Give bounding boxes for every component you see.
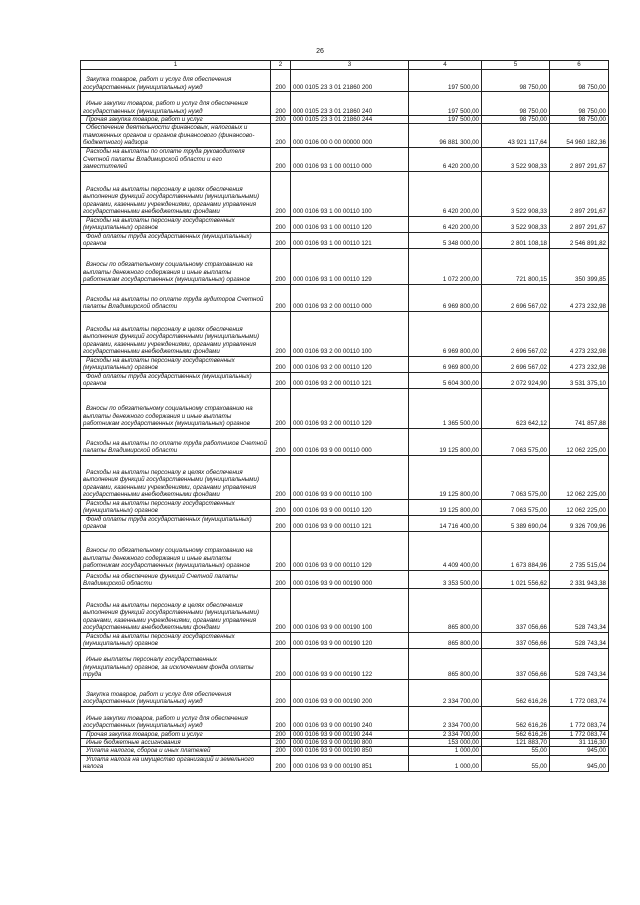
row-name bbox=[81, 248, 271, 284]
row-admin-code: 200 bbox=[271, 499, 291, 515]
row-executed-amount: 562 616,26 bbox=[482, 679, 550, 706]
row-name-text: Расходы на выплаты персоналу в целях обеспечения выполнения функций государственными (муниципальными) органами, казенными учреждениями, органами управления государственными внебюджетными фондами bbox=[83, 326, 260, 356]
row-name bbox=[81, 648, 271, 679]
row-admin-code: 200 bbox=[271, 171, 291, 216]
table-row bbox=[81, 147, 609, 171]
row-name bbox=[81, 428, 271, 455]
row-budget-code: 000 0106 93 1 00 00110 000 bbox=[291, 147, 409, 171]
row-executed-amount: 55,00 bbox=[482, 747, 550, 755]
row-budget-code: 000 0106 93 9 00 00190 100 bbox=[291, 588, 409, 632]
table-row bbox=[81, 739, 609, 747]
row-executed-amount: 721 800,15 bbox=[482, 248, 550, 284]
row-approved-amount: 6 420 200,00 bbox=[409, 171, 482, 216]
row-executed-amount: 2 801 108,18 bbox=[482, 232, 550, 248]
table-body bbox=[81, 70, 609, 772]
row-unexecuted-amount: 4 273 232,98 bbox=[550, 284, 609, 311]
row-unexecuted-amount: 2 897 291,67 bbox=[550, 147, 609, 171]
table-row bbox=[81, 755, 609, 771]
row-admin-code: 200 bbox=[271, 216, 291, 232]
row-admin-code: 200 bbox=[271, 124, 291, 147]
header-col-2: 2 bbox=[271, 61, 291, 70]
row-admin-code: 200 bbox=[271, 70, 291, 92]
row-unexecuted-amount: 3 531 375,10 bbox=[550, 372, 609, 388]
row-unexecuted-amount: 98 750,00 bbox=[550, 92, 609, 116]
row-name bbox=[81, 147, 271, 171]
row-unexecuted-amount: 2 735 515,04 bbox=[550, 531, 609, 570]
row-name bbox=[81, 311, 271, 356]
row-approved-amount: 1 365 500,00 bbox=[409, 388, 482, 428]
table-row bbox=[81, 216, 609, 232]
row-name-text: Иные закупки товаров, работ и услуг для обеспечения государственных (муниципальных) нужд bbox=[83, 100, 248, 115]
table-row bbox=[81, 455, 609, 499]
row-name bbox=[81, 92, 271, 116]
row-unexecuted-amount: 741 857,88 bbox=[550, 388, 609, 428]
row-name bbox=[81, 755, 271, 771]
row-name-text: Расходы на выплаты персоналу государственных (муниципальных) органов bbox=[83, 632, 235, 648]
row-unexecuted-amount: 98 750,00 bbox=[550, 70, 609, 92]
row-approved-amount: 5 348 000,00 bbox=[409, 232, 482, 248]
row-executed-amount: 98 750,00 bbox=[482, 70, 550, 92]
row-executed-amount: 2 696 567,02 bbox=[482, 284, 550, 311]
table-row bbox=[81, 428, 609, 455]
row-unexecuted-amount: 2 546 891,82 bbox=[550, 232, 609, 248]
row-unexecuted-amount: 4 273 232,98 bbox=[550, 311, 609, 356]
row-approved-amount: 19 125 800,00 bbox=[409, 455, 482, 499]
table-row bbox=[81, 388, 609, 428]
row-unexecuted-amount: 528 743,34 bbox=[550, 648, 609, 679]
row-name-text: Расходы на выплаты персоналу в целях обеспечения выполнения функций государственными (муниципальными) органами, казенными учреждениями, органами управления государственными внебюджетными фондами bbox=[83, 602, 260, 632]
row-name-text: Уплата налога на имущество организаций и земельного налога bbox=[83, 756, 255, 771]
row-executed-amount: 1 673 884,96 bbox=[482, 531, 550, 570]
row-name-text: Обеспечение деятельности финансовых, налоговых и таможенных органов и органов финансового (финансово-бюджетного) надзора bbox=[83, 124, 255, 147]
row-budget-code: 000 0106 93 9 00 00190 244 bbox=[291, 730, 409, 738]
row-budget-code: 000 0106 93 9 00 00190 850 bbox=[291, 747, 409, 755]
row-name bbox=[81, 70, 271, 92]
row-name-text: Расходы на выплаты по оплате труда аудиторов Счетной палаты Владимирской области bbox=[83, 295, 264, 311]
row-budget-code: 000 0106 93 9 00 00110 120 bbox=[291, 499, 409, 515]
row-executed-amount: 3 522 908,33 bbox=[482, 147, 550, 171]
row-approved-amount: 2 334 700,00 bbox=[409, 706, 482, 730]
table-row bbox=[81, 124, 609, 147]
table-row bbox=[81, 531, 609, 570]
row-executed-amount: 98 750,00 bbox=[482, 92, 550, 116]
row-executed-amount: 121 883,70 bbox=[482, 739, 550, 747]
row-approved-amount: 197 500,00 bbox=[409, 92, 482, 116]
row-admin-code: 200 bbox=[271, 147, 291, 171]
table-row bbox=[81, 92, 609, 116]
row-approved-amount: 2 334 700,00 bbox=[409, 730, 482, 738]
row-admin-code: 200 bbox=[271, 92, 291, 116]
row-executed-amount: 562 616,26 bbox=[482, 706, 550, 730]
row-executed-amount: 43 921 117,64 bbox=[482, 124, 550, 147]
row-unexecuted-amount: 98 750,00 bbox=[550, 116, 609, 124]
row-admin-code: 200 bbox=[271, 388, 291, 428]
row-admin-code: 200 bbox=[271, 679, 291, 706]
row-approved-amount: 865 800,00 bbox=[409, 632, 482, 648]
row-name bbox=[81, 588, 271, 632]
row-budget-code: 000 0106 93 9 00 00110 000 bbox=[291, 428, 409, 455]
header-col-4: 4 bbox=[409, 61, 482, 70]
row-unexecuted-amount: 12 062 225,00 bbox=[550, 428, 609, 455]
row-name-text: Фонд оплаты труда государственных (муниципальных) органов bbox=[83, 232, 252, 248]
row-executed-amount: 55,00 bbox=[482, 755, 550, 771]
table-row bbox=[81, 730, 609, 738]
row-name-text: Прочая закупка товаров, работ и услуг bbox=[86, 116, 203, 123]
row-admin-code: 200 bbox=[271, 284, 291, 311]
table-row bbox=[81, 232, 609, 248]
row-executed-amount: 2 072 924,90 bbox=[482, 372, 550, 388]
row-budget-code: 000 0106 93 1 00 00110 100 bbox=[291, 171, 409, 216]
row-executed-amount: 562 616,26 bbox=[482, 730, 550, 738]
header-col-5: 5 bbox=[482, 61, 550, 70]
row-approved-amount: 6 969 800,00 bbox=[409, 284, 482, 311]
page-number: 26 bbox=[316, 48, 324, 55]
row-admin-code: 200 bbox=[271, 755, 291, 771]
header-col-3: 3 bbox=[291, 61, 409, 70]
row-budget-code: 000 0106 93 9 00 00190 122 bbox=[291, 648, 409, 679]
row-name bbox=[81, 232, 271, 248]
row-approved-amount: 865 800,00 bbox=[409, 588, 482, 632]
row-executed-amount: 2 696 567,02 bbox=[482, 356, 550, 372]
row-admin-code: 200 bbox=[271, 747, 291, 755]
table-row bbox=[81, 648, 609, 679]
table-row bbox=[81, 356, 609, 372]
row-name-text: Иные выплаты персоналу государственных (муниципальных) органов, за исключением фонда оплаты труда bbox=[83, 656, 254, 679]
row-budget-code: 000 0106 93 2 00 00110 000 bbox=[291, 284, 409, 311]
table-row bbox=[81, 171, 609, 216]
row-budget-code: 000 0106 93 2 00 00110 120 bbox=[291, 356, 409, 372]
table-row bbox=[81, 499, 609, 515]
row-name-text: Расходы на обеспечение функций Счетной палаты Владимирской области bbox=[83, 572, 238, 588]
row-name bbox=[81, 388, 271, 428]
row-name bbox=[81, 747, 271, 755]
table-row bbox=[81, 372, 609, 388]
row-approved-amount: 865 800,00 bbox=[409, 648, 482, 679]
row-name bbox=[81, 531, 271, 570]
row-budget-code: 000 0106 93 2 00 00110 100 bbox=[291, 311, 409, 356]
row-name bbox=[81, 632, 271, 648]
row-unexecuted-amount: 528 743,34 bbox=[550, 588, 609, 632]
table-row bbox=[81, 570, 609, 588]
table-row bbox=[81, 515, 609, 531]
row-admin-code: 200 bbox=[271, 531, 291, 570]
row-approved-amount: 153 000,00 bbox=[409, 739, 482, 747]
row-budget-code: 000 0106 00 0 00 00000 000 bbox=[291, 124, 409, 147]
row-budget-code: 000 0106 93 1 00 00110 120 bbox=[291, 216, 409, 232]
row-unexecuted-amount: 528 743,34 bbox=[550, 632, 609, 648]
row-unexecuted-amount: 945,00 bbox=[550, 747, 609, 755]
row-admin-code: 200 bbox=[271, 455, 291, 499]
row-approved-amount: 1 000,00 bbox=[409, 747, 482, 755]
row-budget-code: 000 0106 93 1 00 00110 121 bbox=[291, 232, 409, 248]
row-name-text: Прочая закупка товаров, работ и услуг bbox=[86, 730, 203, 738]
row-executed-amount: 1 021 556,62 bbox=[482, 570, 550, 588]
row-name bbox=[81, 739, 271, 747]
row-executed-amount: 5 389 690,04 bbox=[482, 515, 550, 531]
table-row bbox=[81, 706, 609, 730]
row-admin-code: 200 bbox=[271, 248, 291, 284]
row-executed-amount: 337 056,66 bbox=[482, 648, 550, 679]
row-name-text: Взносы по обязательному социальному страхованию на выплаты денежного содержания и иные выплаты работникам государственных (муниципальных) органов bbox=[83, 405, 253, 428]
row-admin-code: 200 bbox=[271, 648, 291, 679]
row-name bbox=[81, 124, 271, 147]
row-unexecuted-amount: 1 772 083,74 bbox=[550, 730, 609, 738]
table-row bbox=[81, 70, 609, 92]
row-budget-code: 000 0106 93 1 00 00110 129 bbox=[291, 248, 409, 284]
row-name bbox=[81, 455, 271, 499]
row-name-text: Уплата налогов, сборов и иных платежей bbox=[86, 747, 211, 755]
row-unexecuted-amount: 31 116,30 bbox=[550, 739, 609, 747]
row-approved-amount: 5 604 300,00 bbox=[409, 372, 482, 388]
row-admin-code: 200 bbox=[271, 515, 291, 531]
row-approved-amount: 3 353 500,00 bbox=[409, 570, 482, 588]
row-name bbox=[81, 679, 271, 706]
row-name-text: Закупка товаров, работ и услуг для обеспечения государственных (муниципальных) нужд bbox=[83, 76, 232, 91]
row-name bbox=[81, 570, 271, 588]
row-executed-amount: 7 063 575,00 bbox=[482, 428, 550, 455]
row-name-text: Расходы на выплаты персоналу государственных (муниципальных) органов bbox=[83, 216, 235, 232]
row-name-text: Иные закупки товаров, работ и услуг для обеспечения государственных (муниципальных) нужд bbox=[83, 714, 248, 730]
table-row bbox=[81, 284, 609, 311]
row-unexecuted-amount: 4 273 232,98 bbox=[550, 356, 609, 372]
row-unexecuted-amount: 2 897 291,67 bbox=[550, 171, 609, 216]
row-budget-code: 000 0106 93 9 00 00190 851 bbox=[291, 755, 409, 771]
row-unexecuted-amount: 350 399,85 bbox=[550, 248, 609, 284]
row-approved-amount: 1 072 200,00 bbox=[409, 248, 482, 284]
row-admin-code: 200 bbox=[271, 632, 291, 648]
row-admin-code: 200 bbox=[271, 356, 291, 372]
row-budget-code: 000 0106 93 9 00 00190 240 bbox=[291, 706, 409, 730]
row-name-text: Расходы на выплаты персоналу государственных (муниципальных) органов bbox=[83, 356, 235, 372]
row-name bbox=[81, 706, 271, 730]
row-name-text: Взносы по обязательному социальному страхованию на выплаты денежного содержания и иные выплаты работникам государственных (муниципальных) органов bbox=[83, 547, 253, 570]
row-unexecuted-amount: 2 331 943,38 bbox=[550, 570, 609, 588]
row-name bbox=[81, 372, 271, 388]
row-admin-code: 200 bbox=[271, 428, 291, 455]
table-row bbox=[81, 116, 609, 124]
row-budget-code: 000 0105 23 3 01 21860 240 bbox=[291, 92, 409, 116]
row-name-text: Расходы на выплаты персоналу в целях обеспечения выполнения функций государственными (муниципальными) органами, казенными учреждениями, органами управления государственными внебюджетными фондами bbox=[83, 186, 260, 216]
row-admin-code: 200 bbox=[271, 730, 291, 738]
row-approved-amount: 14 716 400,00 bbox=[409, 515, 482, 531]
row-executed-amount: 7 063 575,00 bbox=[482, 499, 550, 515]
row-approved-amount: 6 420 200,00 bbox=[409, 147, 482, 171]
row-name-text: Расходы на выплаты по оплате труда руководителя Счетной палаты Владимирской области и его заместителей bbox=[83, 148, 245, 171]
header-row bbox=[81, 61, 609, 70]
row-executed-amount: 2 696 567,02 bbox=[482, 311, 550, 356]
row-executed-amount: 337 056,66 bbox=[482, 632, 550, 648]
row-unexecuted-amount: 12 062 225,00 bbox=[550, 499, 609, 515]
row-executed-amount: 337 056,66 bbox=[482, 588, 550, 632]
row-name-text: Взносы по обязательному социальному страхованию на выплаты денежного содержания и иные выплаты работникам государственных (муниципальных) органов bbox=[83, 261, 253, 284]
row-name bbox=[81, 116, 271, 124]
row-unexecuted-amount: 54 960 182,36 bbox=[550, 124, 609, 147]
row-name-text: Закупка товаров, работ и услуг для обеспечения государственных (муниципальных) нужд bbox=[83, 690, 232, 706]
row-unexecuted-amount: 2 897 291,67 bbox=[550, 216, 609, 232]
row-budget-code: 000 0106 93 2 00 00110 129 bbox=[291, 388, 409, 428]
row-budget-code: 000 0106 93 2 00 00110 121 bbox=[291, 372, 409, 388]
row-approved-amount: 1 000,00 bbox=[409, 755, 482, 771]
row-budget-code: 000 0106 93 9 00 00190 800 bbox=[291, 739, 409, 747]
row-name bbox=[81, 284, 271, 311]
row-approved-amount: 6 969 800,00 bbox=[409, 311, 482, 356]
row-approved-amount: 4 409 400,00 bbox=[409, 531, 482, 570]
row-budget-code: 000 0106 93 9 00 00110 129 bbox=[291, 531, 409, 570]
row-name-text: Иные бюджетные ассигнования bbox=[86, 739, 181, 747]
table-header bbox=[81, 61, 609, 70]
row-name-text: Фонд оплаты труда государственных (муниципальных) органов bbox=[83, 372, 252, 388]
row-unexecuted-amount: 9 326 709,96 bbox=[550, 515, 609, 531]
row-admin-code: 200 bbox=[271, 706, 291, 730]
row-admin-code: 200 bbox=[271, 311, 291, 356]
row-approved-amount: 6 969 800,00 bbox=[409, 356, 482, 372]
row-name bbox=[81, 499, 271, 515]
row-approved-amount: 96 881 300,00 bbox=[409, 124, 482, 147]
row-admin-code: 200 bbox=[271, 739, 291, 747]
row-approved-amount: 197 500,00 bbox=[409, 70, 482, 92]
row-approved-amount: 19 125 800,00 bbox=[409, 428, 482, 455]
row-executed-amount: 7 063 575,00 bbox=[482, 455, 550, 499]
row-admin-code: 200 bbox=[271, 570, 291, 588]
row-name-text: Расходы на выплаты по оплате труда работников Счетной палаты Владимирской области bbox=[83, 439, 267, 455]
row-admin-code: 200 bbox=[271, 372, 291, 388]
table-row bbox=[81, 679, 609, 706]
row-name bbox=[81, 730, 271, 738]
header-col-1: 1 bbox=[81, 61, 271, 70]
row-admin-code: 200 bbox=[271, 232, 291, 248]
budget-table bbox=[80, 60, 609, 772]
row-budget-code: 000 0105 23 3 01 21860 200 bbox=[291, 70, 409, 92]
row-name-text: Расходы на выплаты персоналу в целях обеспечения выполнения функций государственными (муниципальными) органами, казенными учреждениями, органами управления государственными внебюджетными фондами bbox=[83, 469, 260, 499]
row-budget-code: 000 0105 23 3 01 21860 244 bbox=[291, 116, 409, 124]
row-approved-amount: 19 125 800,00 bbox=[409, 499, 482, 515]
row-budget-code: 000 0106 93 9 00 00110 100 bbox=[291, 455, 409, 499]
row-admin-code: 200 bbox=[271, 116, 291, 124]
row-name-text: Расходы на выплаты персоналу государственных (муниципальных) органов bbox=[83, 499, 235, 515]
row-name bbox=[81, 171, 271, 216]
row-budget-code: 000 0106 93 9 00 00190 000 bbox=[291, 570, 409, 588]
row-executed-amount: 623 642,12 bbox=[482, 388, 550, 428]
table-row bbox=[81, 311, 609, 356]
row-name bbox=[81, 356, 271, 372]
table-row bbox=[81, 248, 609, 284]
row-approved-amount: 197 500,00 bbox=[409, 116, 482, 124]
header-col-6: 6 bbox=[550, 61, 609, 70]
row-name bbox=[81, 515, 271, 531]
row-executed-amount: 98 750,00 bbox=[482, 116, 550, 124]
row-name-text: Фонд оплаты труда государственных (муниципальных) органов bbox=[83, 515, 252, 531]
table-row bbox=[81, 747, 609, 755]
row-approved-amount: 2 334 700,00 bbox=[409, 679, 482, 706]
row-name bbox=[81, 216, 271, 232]
row-unexecuted-amount: 1 772 083,74 bbox=[550, 679, 609, 706]
row-unexecuted-amount: 12 062 225,00 bbox=[550, 455, 609, 499]
table-row bbox=[81, 588, 609, 632]
row-executed-amount: 3 522 908,33 bbox=[482, 216, 550, 232]
row-unexecuted-amount: 945,00 bbox=[550, 755, 609, 771]
row-executed-amount: 3 522 908,33 bbox=[482, 171, 550, 216]
row-admin-code: 200 bbox=[271, 588, 291, 632]
row-budget-code: 000 0106 93 9 00 00110 121 bbox=[291, 515, 409, 531]
row-budget-code: 000 0106 93 9 00 00190 120 bbox=[291, 632, 409, 648]
row-unexecuted-amount: 1 772 083,74 bbox=[550, 706, 609, 730]
table-row bbox=[81, 632, 609, 648]
row-approved-amount: 6 420 200,00 bbox=[409, 216, 482, 232]
row-budget-code: 000 0106 93 9 00 00190 200 bbox=[291, 679, 409, 706]
